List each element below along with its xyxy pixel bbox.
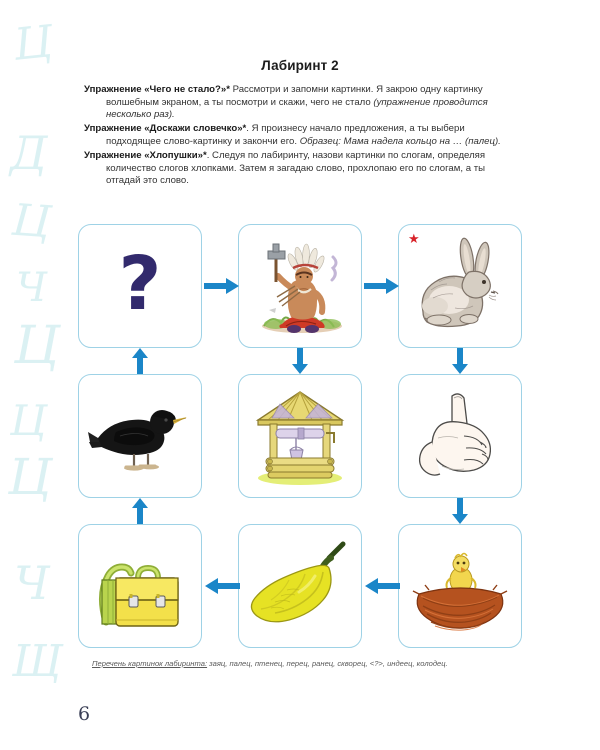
indian-icon — [246, 234, 354, 338]
margin-letter: Ц — [10, 194, 53, 249]
arrow-left-r2-c1-to-c0 — [204, 577, 240, 595]
maze-card-pepper[interactable] — [238, 524, 362, 648]
starling-icon — [86, 390, 194, 482]
maze-grid — [78, 224, 522, 648]
maze-card-indian[interactable] — [238, 224, 362, 348]
instruction-1-italic: (упражнение проводится несколько раз). — [106, 96, 488, 121]
footnote — [92, 659, 532, 669]
margin-decoration — [0, 0, 70, 750]
maze-card-finger[interactable] — [398, 374, 522, 498]
chick-in-nest-icon — [405, 538, 515, 634]
arrow-up-c0-r1-to-r0 — [131, 348, 149, 374]
page-title: Лабиринт 2 — [261, 58, 339, 73]
arrow-down-c2-r1-to-r2 — [451, 498, 469, 524]
instruction-2-italic: Образец: Мама надела кольцо на … (палец). — [299, 135, 501, 147]
arrow-right-r0-c0-to-c1 — [204, 277, 240, 295]
hare-icon — [405, 231, 515, 338]
maze-card-well[interactable] — [238, 374, 362, 498]
instruction-2-body: . Я произнесу начало предложения, а ты выбери подходящее слово-картинку и закончи его. — [106, 123, 465, 147]
instruction-paragraph-2 — [84, 123, 518, 148]
maze-card-chick-in-nest[interactable] — [398, 524, 522, 648]
star-icon: ★ — [408, 231, 420, 246]
question-mark-icon: ? — [118, 241, 162, 327]
pepper-icon — [245, 540, 355, 632]
margin-letter: Д — [10, 126, 48, 180]
instruction-3-body: . Следуя по лабиринту, назови картинки по слогам, определяя количество слогов хлопками. Затем я загадаю слово, прохлопаю его по слогам, а ты отгадай это слово. — [106, 149, 486, 187]
arrow-right-r0-c1-to-c2 — [364, 277, 400, 295]
arrow-up-c0-r2-to-r1 — [131, 498, 149, 524]
maze-card-starling[interactable] — [78, 374, 202, 498]
margin-letter: Ч — [14, 556, 50, 610]
footnote-list: заяц, палец, птенец, перец, ранец, скворец, <?>, индеец, колодец. — [207, 659, 448, 668]
maze-card-satchel[interactable] — [78, 524, 202, 648]
footnote-lead: Перечень картинок лабиринта: — [92, 659, 208, 668]
well-icon — [246, 386, 354, 486]
instruction-1-lead: Упражнение «Чего не стало?»* — [84, 84, 230, 95]
arrow-down-c2-r0-to-r1 — [451, 348, 469, 374]
margin-letter: Ц — [8, 448, 52, 506]
maze-card-hare[interactable] — [398, 224, 522, 348]
instruction-paragraph-1 — [84, 84, 518, 122]
instruction-paragraph-3 — [84, 150, 518, 188]
margin-letter: Ц — [10, 396, 47, 445]
page-number: 6 — [78, 703, 91, 725]
instruction-3-lead: Упражнение «Хлопушки»* — [84, 149, 207, 161]
margin-letter: Ц — [11, 16, 55, 71]
margin-letter: Щ — [12, 636, 63, 687]
margin-letter: Ц — [14, 316, 60, 376]
instruction-1-body: Рассмотри и запомни картинки. Я закрою одну картинку волшебным экраном, а ты посмотри и скажи, чего не стало — [106, 84, 483, 108]
instruction-2-lead: Упражнение «Доскажи словечко»* — [84, 123, 247, 135]
satchel-icon — [86, 536, 194, 636]
instructions-block — [84, 84, 518, 189]
arrow-left-r2-c2-to-c1 — [364, 577, 400, 595]
maze-card-question-mark[interactable] — [78, 224, 202, 348]
pointing-finger-icon — [408, 386, 512, 486]
arrow-down-c1-r0-to-r1 — [291, 348, 309, 374]
margin-letter: Ч — [16, 265, 47, 311]
